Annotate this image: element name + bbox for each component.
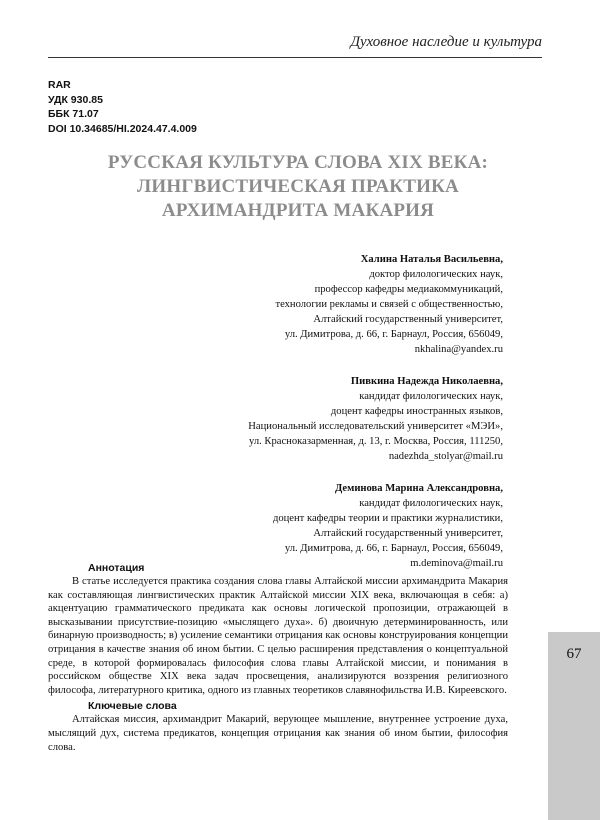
author-address: ул. Димитрова, д. 66, г. Барнаул, Россия, 656049, — [284, 329, 503, 340]
doi-code: DOI 10.34685/HI.2024.47.4.009 — [48, 122, 197, 135]
article-title — [48, 151, 548, 223]
author-position: доцент кафедры иностранных языков, — [330, 406, 503, 417]
abstract-text: В статье исследуется практика создания слова главы Алтайской миссии архимандрита Макария как составляющая лингвистических практик Алтайской миссии XIX века, включающая в себя: а) акцентуацию грамматического предиката как основы логической пропозиции, отражающей в высказывании присутствие-позицию «мыслящего духа». б) двоичную детерминированность, или бинарную производность; в) усиление семантики отрицания как основы конструирования концепции отрицания в качестве знания об ином бытии. С целью расширения представления о концептуальной среде, в которой формировалась философия слова главы Алтайской миссии, и понимания в российском обществе XIX века задач просвещения, анализируются воззрения религиозного философа, литературного критика, одного из главных теоретиков славянофильства И.В. Киреевского. — [48, 576, 508, 696]
author-address: ул. Димитрова, д. 66, г. Барнаул, Россия, 656049, — [284, 543, 503, 554]
author-name: Пивкина Надежда Николаевна, — [350, 376, 503, 387]
author-position: доцент кафедры теории и практики журналистики, — [272, 513, 503, 524]
author-position-cont: технологии рекламы и связей с общественностью, — [275, 299, 503, 310]
journal-section-title: Духовное наследие и культура — [350, 34, 542, 50]
keywords-text: Алтайская миссия, архимандрит Макарий, верующее мышление, внутреннее устроение духа, мыслящий дух, система предикатов, концепция отрицания как знания об ином бытии, философия слова. — [48, 714, 508, 753]
author-email: m.deminova@mail.ru — [410, 558, 503, 569]
author-email: nkhalina@yandex.ru — [414, 344, 503, 355]
author-address: ул. Красноказарменная, д. 13, г. Москва, Россия, 111250, — [248, 436, 503, 447]
author-affiliation: Алтайский государственный университет, — [313, 528, 503, 539]
keywords-heading: Ключевые слова — [88, 700, 177, 713]
abstract-section — [48, 561, 508, 754]
author-email: nadezhda_stolyar@mail.ru — [388, 451, 503, 462]
header-divider — [48, 57, 542, 58]
abstract-heading: Аннотация — [88, 562, 145, 574]
rar-code: RAR — [48, 79, 71, 91]
author-position: профессор кафедры медиакоммуникаций, — [314, 284, 503, 295]
page-number-tab — [548, 632, 600, 820]
title-line: ЛИНГВИСТИЧЕСКАЯ ПРАКТИКА — [137, 176, 459, 197]
author-degree: кандидат филологических наук, — [359, 498, 503, 509]
authors-block — [83, 252, 503, 588]
article-meta — [48, 78, 197, 136]
author-name: Халина Наталья Васильевна, — [360, 254, 503, 265]
author-affiliation: Национальный исследовательский университет «МЭИ», — [248, 421, 503, 432]
author-degree: доктор филологических наук, — [369, 269, 503, 280]
author-affiliation: Алтайский государственный университет, — [313, 314, 503, 325]
title-line: РУССКАЯ КУЛЬТУРА СЛОВА XIX ВЕКА: — [107, 152, 489, 173]
author-degree: кандидат филологических наук, — [359, 391, 503, 402]
author-1 — [83, 252, 503, 357]
author-2 — [83, 374, 503, 464]
title-line: АРХИМАНДРИТА МАКАРИЯ — [161, 200, 435, 221]
author-3 — [83, 481, 503, 571]
page-number: 67 — [566, 646, 582, 662]
author-name: Деминова Марина Александровна, — [334, 483, 503, 494]
bbk-code: ББК 71.07 — [48, 108, 99, 120]
udk-code: УДК 930.85 — [48, 93, 103, 106]
